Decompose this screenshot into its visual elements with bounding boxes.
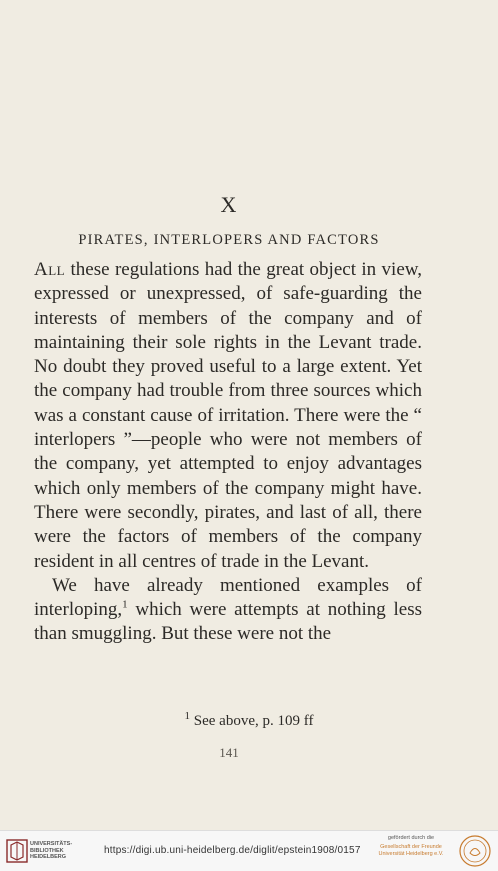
page-number: 141 — [219, 745, 239, 760]
footnote — [0, 710, 498, 730]
sponsor-credit — [368, 835, 454, 858]
sponsor-label: gefördert durch die — [387, 835, 435, 841]
chapter-number: X — [220, 192, 238, 217]
body-text — [34, 258, 422, 647]
paragraph-2-text-b: which were attempts at nothing less than smuggling. But these were not the — [34, 599, 422, 645]
sponsor-name-line-2: Universität Heidelberg e.V. — [378, 851, 444, 857]
society-seal-icon — [458, 834, 492, 868]
library-name-line-1: UNIVERSITÄTS- — [30, 841, 73, 847]
paragraph-1 — [34, 258, 422, 574]
paragraph-lead-word: All — [34, 259, 66, 280]
library-name-line-2: BIBLIOTHEK — [30, 847, 64, 854]
sponsor-name-line-1: Gesellschaft der Freunde — [380, 844, 442, 850]
library-name-line-3: HEIDELBERG — [30, 854, 67, 860]
university-library-logo-icon — [6, 839, 28, 863]
viewer-footer — [0, 830, 498, 871]
paragraph-2 — [34, 574, 422, 647]
footnote-text: See above, p. 109 ff — [190, 713, 314, 729]
footnote-mark: 1 — [184, 710, 191, 722]
paragraph-1-text: these regulations had the great object in view, expressed or unexpressed, of safe-guarding the interests of members of the company and of maintaining their sole rights in the Levant trade. No doubt they proved useful to a large extent. Yet the company had trouble from three sources which was a constant cause of irritation. There were the “ interlopers ”—people who were not members of the company, yet attempted to enjoy advantages which only members of the company might have. There were secondly, pirates, and last of all, there were the factors of members of the company resident in all centres of trade in the Levant. — [34, 259, 422, 572]
footnote-reference[interactable]: 1 — [122, 598, 128, 611]
permalink-url[interactable]: https://digi.ub.uni-heidelberg.de/diglit/epstein1908/0157 — [104, 845, 361, 856]
chapter-title: PIRATES, INTERLOPERS AND FACTORS — [78, 232, 380, 248]
library-name — [30, 841, 100, 861]
paragraph-2-text-a: We have already mentioned examples of interloping, — [34, 574, 422, 621]
